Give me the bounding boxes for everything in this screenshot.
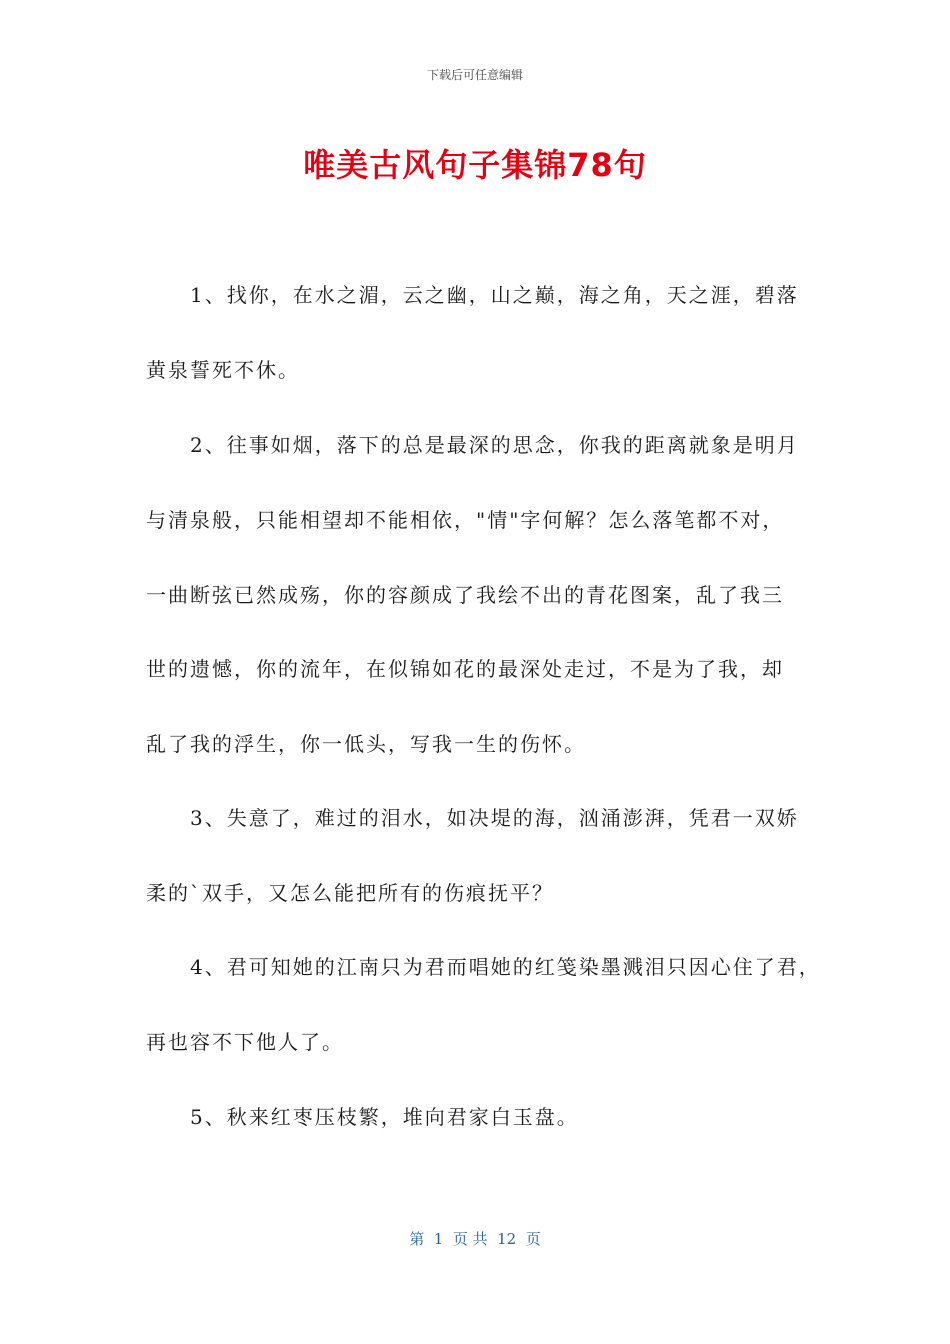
page-number-footer: 第 1 页 共 12 页	[409, 1230, 541, 1248]
paragraph-2-line-5: 乱了我的浮生，你一低头，写我一生的伤怀。	[146, 732, 586, 756]
paragraph-2-line-1: 2、往事如烟，落下的总是最深的思念，你我的距离就象是明月	[190, 433, 799, 457]
paragraph-4-line-2: 再也容不下他人了。	[146, 1030, 344, 1054]
paragraph-1-line-1: 1、找你，在水之湄，云之幽，山之巅，海之角，天之涯，碧落	[190, 283, 799, 307]
page-header-note: 下载后可任意编辑	[426, 68, 523, 82]
paragraph-2-line-2: 与清泉般，只能相望却不能相依，"情"字何解？怎么落笔都不对，	[146, 508, 785, 532]
paragraph-4-line-1: 4、君可知她的江南只为君而唱她的红笺染墨溅泪只因心住了君，	[190, 955, 821, 979]
paragraph-3-line-2: 柔的`双手，又怎么能把所有的伤痕抚平？	[146, 881, 554, 905]
paragraph-5-line-1: 5、秋来红枣压枝繁，堆向君家白玉盘。	[190, 1105, 579, 1129]
paragraph-2-line-4: 世的遗憾，你的流年，在似锦如花的最深处走过，不是为了我，却	[146, 657, 784, 681]
paragraph-3-line-1: 3、失意了，难过的泪水，如决堤的海，汹涌澎湃，凭君一双娇	[190, 806, 799, 830]
document-title: 唯美古风句子集锦78句	[303, 146, 647, 184]
paragraph-1-line-2: 黄泉誓死不休。	[146, 358, 300, 382]
paragraph-2-line-3: 一曲断弦已然成殇，你的容颜成了我绘不出的青花图案，乱了我三	[146, 583, 784, 607]
